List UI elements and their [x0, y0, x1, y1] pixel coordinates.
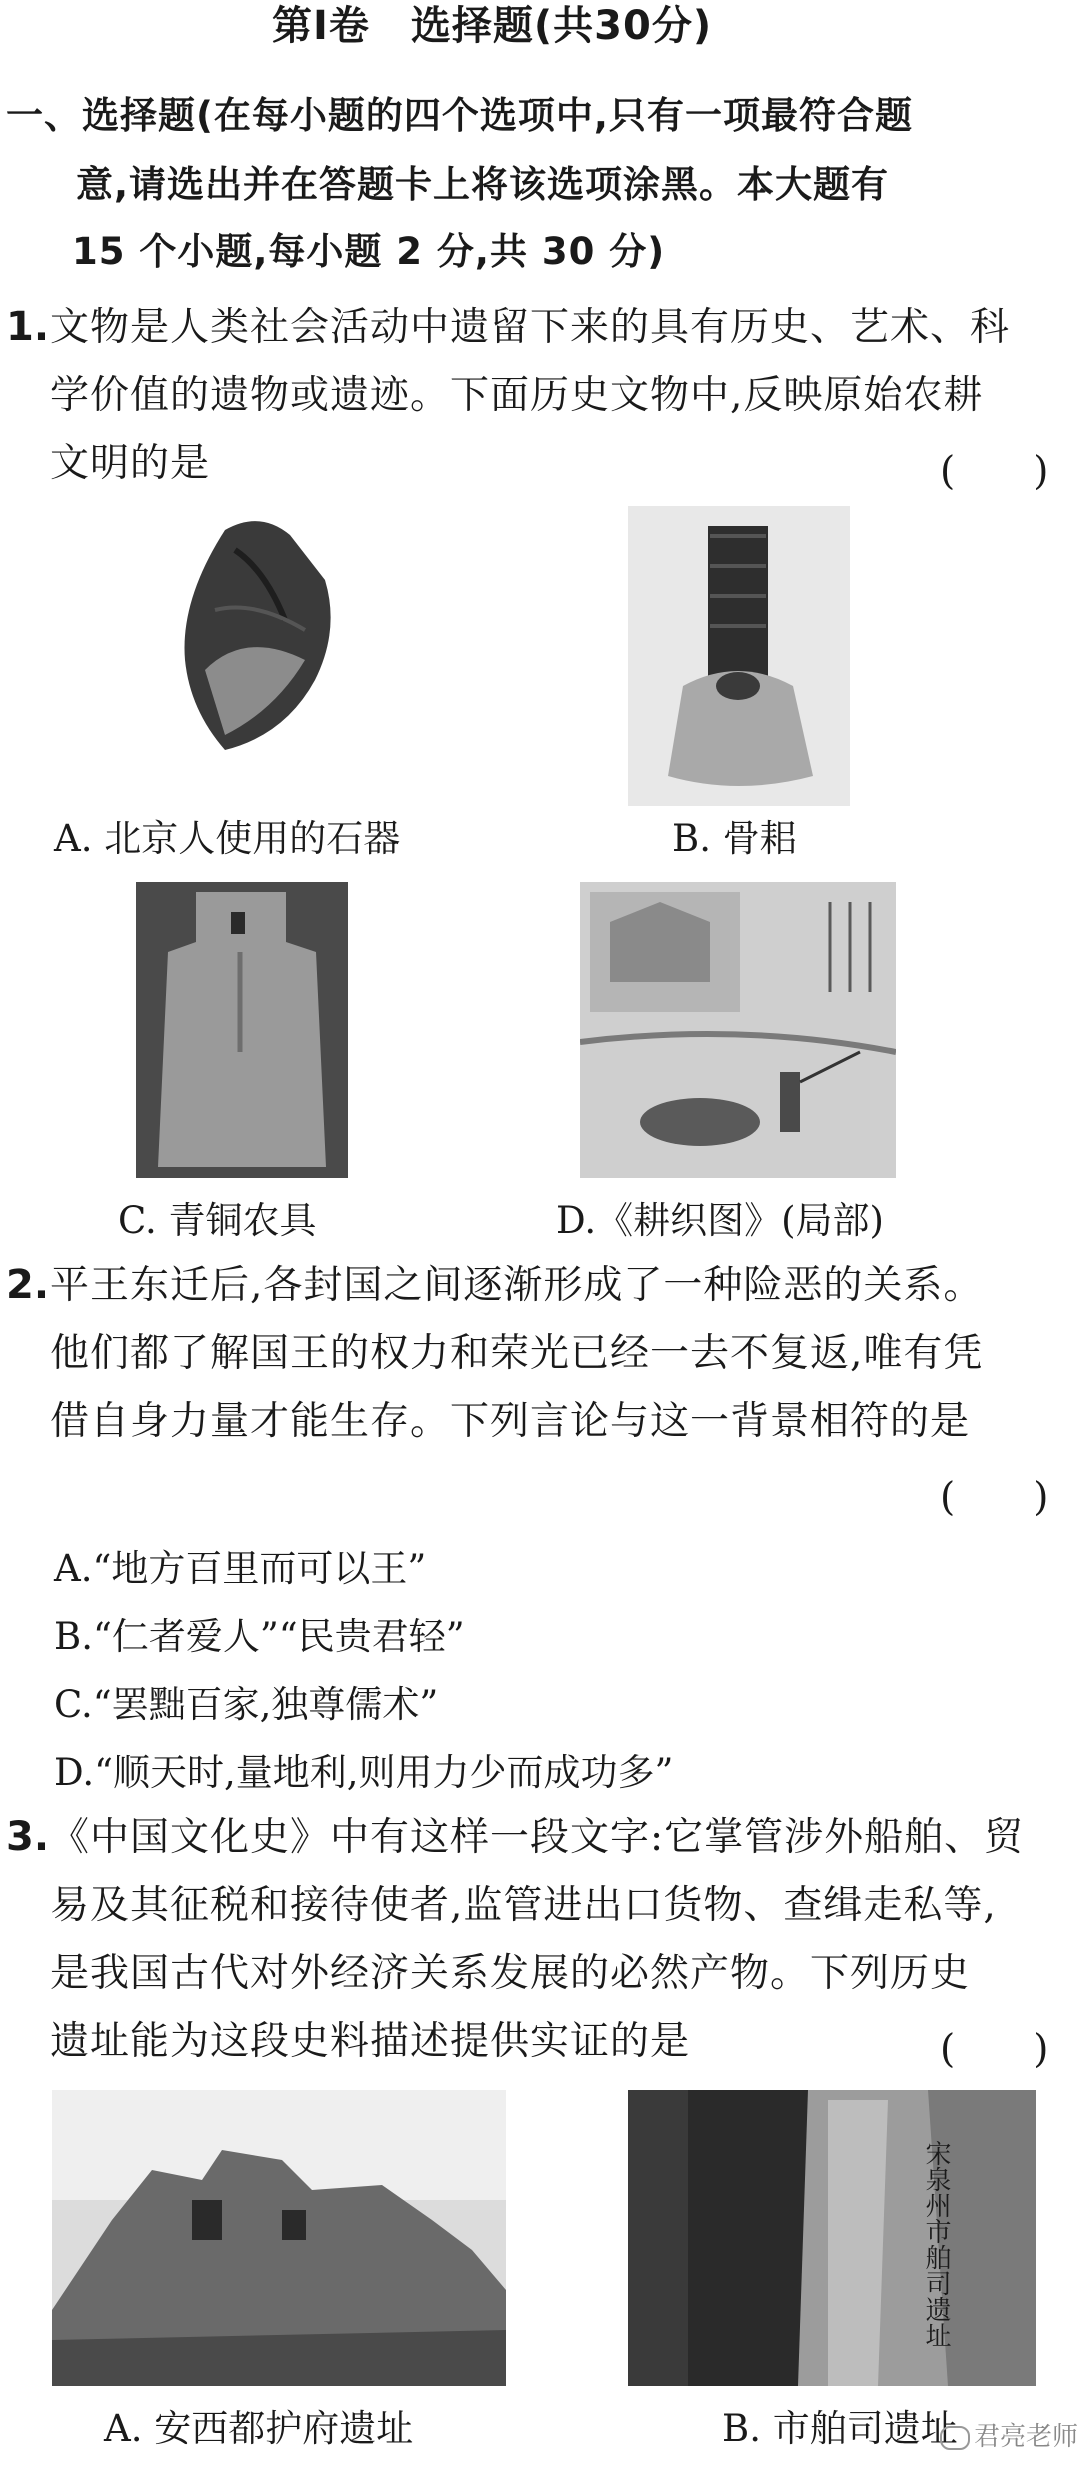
q3-image-a-ruins: [52, 2090, 506, 2386]
q2-option-c: C.“罢黜百家,独尊儒术”: [54, 1683, 439, 1726]
q2-option-a: A.“地方百里而可以王”: [54, 1547, 427, 1590]
q2-answer-paren: ( ): [940, 1475, 1049, 1520]
q1-option-c-caption: C. 青铜农具: [118, 1199, 317, 1242]
q1-option-a-caption: A. 北京人使用的石器: [54, 817, 401, 860]
q1-stem-line-2: 学价值的遗物或遗迹。下面历史文物中,反映原始农耕: [50, 373, 984, 418]
q2-stem-line-2: 他们都了解国王的权力和荣光已经一去不复返,唯有凭: [50, 1331, 984, 1376]
instructions-line-2: 意,请选出并在答题卡上将该选项涂黑。本大题有: [76, 163, 890, 206]
q3-stem-line-1: 《中国文化史》中有这样一段文字:它掌管涉外船舶、贸: [50, 1815, 1025, 1860]
wechat-icon: [940, 2426, 970, 2450]
q1-stem-line-3: 文明的是: [50, 441, 211, 486]
q3-option-a-caption: A. 安西都护府遗址: [104, 2407, 414, 2450]
q1-number: 1.: [6, 304, 50, 350]
q3-answer-paren: ( ): [940, 2027, 1049, 2072]
q1-option-b-caption: B. 骨耜: [672, 817, 797, 860]
q2-option-b: B.“仁者爱人”“民贵君轻”: [54, 1615, 465, 1658]
q1-answer-paren: ( ): [940, 449, 1049, 494]
q1-image-d-painting: [580, 882, 896, 1178]
instructions-line-1: 一、选择题(在每小题的四个选项中,只有一项最符合题: [6, 94, 913, 137]
q1-image-b-bone-spade: [628, 506, 850, 806]
q3-option-b-caption: B. 市舶司遗址: [722, 2407, 958, 2450]
watermark: [940, 2416, 1078, 2453]
q2-number: 2.: [6, 1262, 50, 1308]
watermark-text: 君亮老师: [974, 2422, 1079, 2452]
q3-stele-inscription: 宋泉州市舶司遗址: [921, 2140, 951, 2348]
q3-stem-line-2: 易及其征税和接待使者,监管进出口货物、查缉走私等,: [50, 1883, 997, 1928]
section-title: 第Ⅰ卷 选择题(共30分): [272, 3, 713, 49]
instructions-line-3: 15 个小题,每小题 2 分,共 30 分): [72, 230, 666, 273]
q1-stem-line-1: 文物是人类社会活动中遗留下来的具有历史、艺术、科: [50, 305, 1011, 350]
q3-image-b-stele: [628, 2090, 1036, 2386]
q1-image-a-stone-tool: [165, 510, 355, 758]
q3-stem-line-3: 是我国古代对外经济关系发展的必然产物。下列历史: [50, 1951, 971, 1996]
q3-number: 3.: [6, 1814, 50, 1860]
q2-stem-line-3: 借自身力量才能生存。下列言论与这一背景相符的是: [50, 1399, 971, 1444]
q2-option-d: D.“顺天时,量地利,则用力少而成功多”: [54, 1751, 674, 1794]
q2-stem-line-1: 平王东迁后,各封国之间逐渐形成了一种险恶的关系。: [50, 1263, 984, 1308]
q3-stem-line-4: 遗址能为这段史料描述提供实证的是: [50, 2019, 691, 2064]
q1-option-d-caption: D.《耕织图》(局部): [556, 1199, 884, 1242]
q1-image-c-bronze-tool: [136, 882, 348, 1178]
